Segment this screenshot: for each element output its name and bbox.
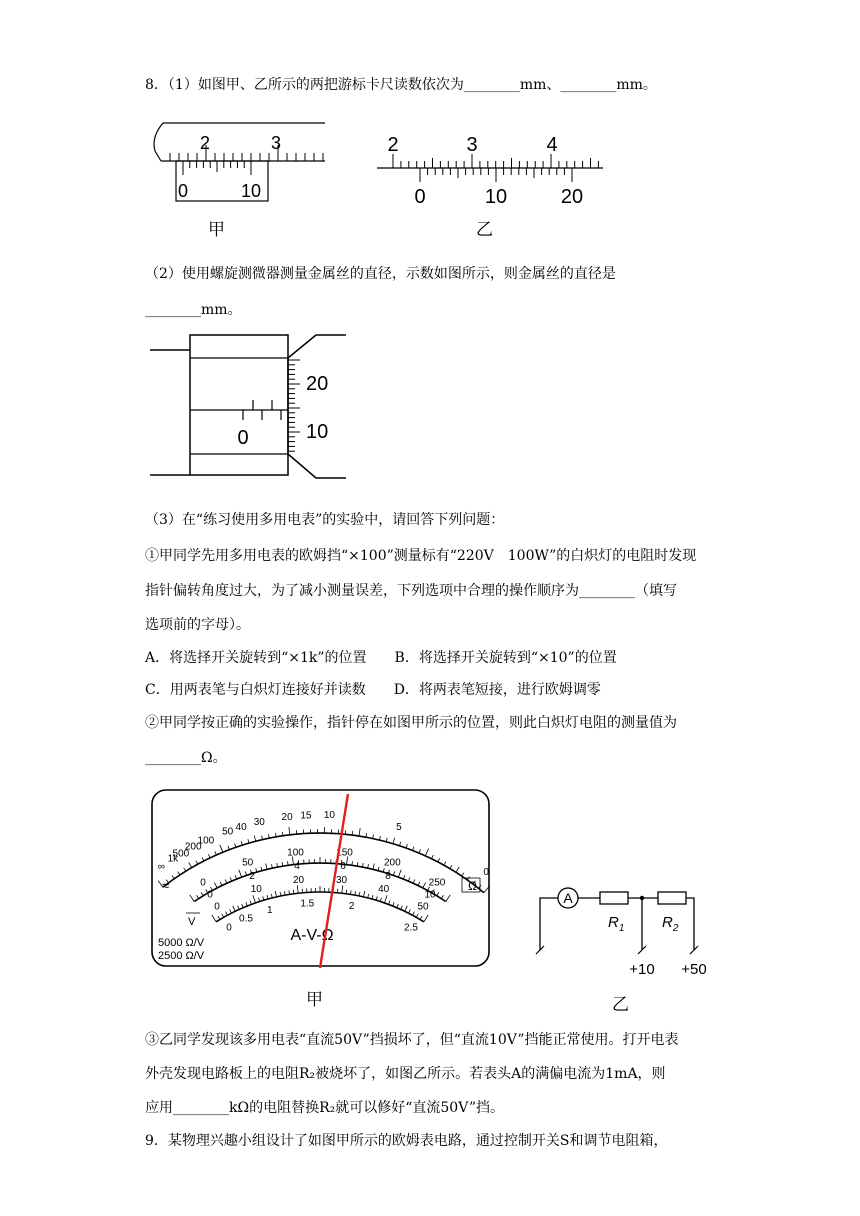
scale-tick [201, 892, 203, 895]
circuit-diagram [528, 880, 713, 980]
ohm-scale-label: 0 [483, 867, 489, 879]
scale-tick [441, 895, 443, 898]
vernier-caliper-jia [145, 115, 330, 210]
vernier-scale-label: 10 [240, 181, 262, 201]
scale-tick [197, 895, 199, 898]
svg-text:R2 [662, 914, 679, 934]
r1-label: R [608, 914, 619, 931]
scale-tick [212, 915, 216, 922]
dc-2-5-label: 0 [226, 922, 232, 934]
ac-symbol: ≈ [162, 878, 170, 893]
dc-volt-symbol: V [188, 916, 196, 928]
svg-text:A: A [563, 890, 573, 906]
q8-part3-2-text-a: ②甲同学按正确的实验操作，指针停在如图甲所示的位置，则此白炽灯电阻的测量值为 [145, 715, 677, 731]
scale-tick [409, 910, 411, 914]
q8-part3-3-text-a: ③乙同学发现该多用电表“直流50V”挡损坏了，但“直流10V”挡能正常使用。打开电表 [145, 1032, 679, 1048]
dc-2-5-label: 2.5 [404, 922, 418, 934]
sensitivity-spec: 5000 Ω/V [158, 937, 205, 949]
main-scale-label: 2 [387, 134, 399, 156]
micrometer [148, 330, 358, 485]
scale-tick [419, 849, 421, 853]
ohm-scale-label: ∞ [157, 861, 165, 873]
scale-tick [184, 868, 186, 871]
ohm-scale-label: 500 [172, 848, 190, 860]
scale-tick [450, 865, 452, 868]
vernier-scale-label: 10 [484, 186, 508, 208]
scale-tick [379, 836, 380, 840]
svg-text:R1 [608, 914, 624, 934]
ohm-scale-label: 20 [281, 812, 293, 823]
q9-text: 9．某物理兴趣小组设计了如图甲所示的欧姆表电路，通过控制开关S和调节电阻箱， [145, 1133, 668, 1149]
q8-part3-2-text-b: ________Ω。 [145, 750, 227, 766]
q8-part1-text: 8．（1）如图甲、乙所示的两把游标卡尺读数依次为________mm、________mm。 [145, 77, 657, 93]
option-c-d: C．用两表笔与白炽灯连接好并读数 D．将两表笔短接，进行欧姆调零 [145, 682, 601, 698]
scale-tick [289, 827, 290, 835]
caption-meter: 甲 [306, 990, 323, 1010]
r2-subscript: 2 [672, 923, 679, 934]
scale-tick [202, 857, 204, 861]
scale-tick [420, 916, 422, 919]
r2-label: R [662, 914, 673, 931]
scale-tick [275, 891, 276, 897]
scale-tick [405, 906, 408, 911]
scale-tick [215, 851, 217, 855]
dc-50-label: 0 [214, 901, 220, 913]
scale-tick [416, 914, 418, 918]
dc-2-5-label: 1 [267, 905, 273, 917]
scale-tick [214, 883, 217, 888]
ohm-scale-label: 5 [396, 821, 402, 833]
vernier-scale-label: 20 [560, 186, 584, 208]
scale-tick [373, 864, 374, 870]
scale-tick [178, 872, 180, 875]
ac-dc-250-label: 0 [200, 877, 206, 889]
q8-part2-text-b: ________mm。 [145, 302, 242, 318]
dc-10-label: 8 [385, 870, 391, 882]
dc-50-label: 50 [417, 901, 429, 913]
scale-tick [456, 867, 459, 872]
dc-50-label: 40 [378, 884, 390, 896]
vernier-scale-label: 0 [414, 186, 426, 208]
scale-tick [385, 895, 388, 903]
vernier-caliper-yi [375, 125, 605, 210]
ac-dc-250-label: 100 [287, 847, 304, 859]
multimeter-dial [150, 788, 492, 970]
resistor-r1 [600, 892, 628, 904]
dc-10-label: 0 [207, 889, 213, 901]
caption-caliper-jia: 甲 [208, 220, 225, 240]
resistor-r2 [658, 892, 686, 904]
scale-tick [444, 862, 446, 866]
scale-tick [363, 891, 364, 897]
q8-part3-3-text-c: 应用________kΩ的电阻替换R₂就可以修好“直流50V”挡。 [145, 1100, 504, 1116]
vernier-scale-label: 0 [177, 181, 189, 201]
scale-tick [222, 914, 224, 918]
scale-tick [248, 839, 249, 843]
scale-tick [413, 912, 415, 916]
scale-tick [220, 845, 223, 852]
dc-50-label: 20 [292, 875, 305, 887]
dc-10-label: 2 [249, 870, 255, 882]
ac-dc-250-label: 200 [383, 857, 401, 869]
scale-tick [190, 895, 195, 902]
sleeve-scale-label: 0 [237, 427, 249, 449]
scale-tick [352, 831, 353, 835]
main-scale-label: 3 [270, 133, 282, 153]
scale-tick [425, 849, 428, 856]
scale-tick [230, 910, 232, 914]
ohm-scale-label: 100 [197, 835, 215, 847]
terminal-10: +10 [629, 961, 655, 978]
scale-tick [386, 838, 387, 842]
ohm-scale-label: 40 [235, 821, 247, 833]
ohm-scale-label: 1k [167, 853, 179, 865]
main-scale-label: 3 [466, 134, 478, 156]
ohm-scale-label: 30 [253, 816, 265, 828]
dc-2-5-label: 1.5 [300, 898, 315, 910]
scale-tick [359, 828, 360, 836]
thimble-scale-label: 10 [306, 421, 329, 443]
ac-dc-250-label: 50 [242, 857, 254, 869]
ac-dc-250-label: 150 [336, 847, 353, 859]
q8-part3-1-text-b: 指针偏转角度过大，为了减小测量误差，下列选项中合理的操作顺序为________（填写 [145, 583, 677, 599]
scale-tick [413, 847, 415, 851]
ohm-symbol: Ω [468, 879, 477, 893]
scale-tick [297, 885, 298, 893]
scale-tick [432, 855, 434, 859]
q8-part3-3-text-b: 外壳发现电路板上的电阻R₂被烧坏了，如图乙所示。若表头A的满偏电流为1mA，则 [145, 1066, 666, 1082]
scale-tick [208, 854, 210, 858]
scale-tick [253, 895, 256, 903]
scale-tick [398, 870, 401, 878]
main-scale-label: 2 [199, 133, 211, 153]
caption-circuit: 乙 [612, 995, 629, 1015]
scale-tick [189, 862, 192, 867]
dc-10-label: 6 [340, 861, 346, 873]
caption-caliper-yi: 乙 [476, 220, 493, 240]
dc-10-label: 10 [424, 889, 436, 901]
dc-50-label: 30 [335, 875, 348, 887]
scale-tick [196, 861, 198, 865]
scale-tick [462, 873, 464, 876]
ohm-scale-label: 200 [184, 841, 202, 853]
ohm-scale-label: 10 [323, 810, 335, 822]
dial-center-label: A-V-Ω [290, 927, 334, 944]
scale-tick [423, 883, 426, 888]
scale-tick [446, 895, 451, 902]
dc-2-5-label: 0.5 [239, 913, 253, 925]
scale-tick [239, 870, 242, 878]
scale-tick [172, 876, 174, 879]
dc-50-label: 10 [250, 884, 262, 896]
scale-tick [438, 858, 440, 862]
q8-part3-text: （3）在“练习使用多用电表”的实验中，请回答下列问题： [145, 512, 505, 528]
main-scale-label: 4 [546, 134, 558, 156]
scale-tick [424, 915, 428, 922]
ohm-scale-label: 50 [222, 826, 234, 838]
dc-2-5-label: 2 [348, 900, 355, 912]
scale-tick [346, 890, 347, 894]
option-a-b: A．将选择开关旋转到“×1k”的位置 B．将选择开关旋转到“×10”的位置 [145, 650, 617, 666]
scale-tick [293, 890, 294, 894]
terminal-50: +50 [681, 961, 707, 978]
q8-part2-text-a: （2）使用螺旋测微器测量金属丝的直径，示数如图所示，则金属丝的直径是 [145, 266, 616, 282]
scale-tick [233, 906, 236, 911]
scale-tick [266, 864, 267, 870]
scale-tick [437, 892, 439, 895]
scale-tick [342, 885, 343, 893]
r1-subscript: 1 [618, 923, 625, 934]
scale-tick [218, 916, 220, 919]
ohm-scale-label: 15 [300, 810, 312, 822]
sensitivity-spec: 2500 Ω/V [158, 950, 205, 962]
q8-part3-1-text-c: 选项前的字母）。 [145, 617, 250, 633]
dc-10-label: 4 [294, 861, 300, 873]
scale-arc [194, 863, 446, 901]
ac-dc-250-label: 250 [428, 877, 446, 889]
scale-tick [226, 912, 228, 916]
thimble-scale-label: 20 [306, 373, 329, 395]
q8-part3-1-text-a: ①甲同学先用多用电表的欧姆挡“×100”测量标有“220V 100W”的白炽灯的电阻时发现 [145, 548, 697, 564]
scale-tick [393, 838, 395, 844]
scale-tick [254, 835, 256, 841]
